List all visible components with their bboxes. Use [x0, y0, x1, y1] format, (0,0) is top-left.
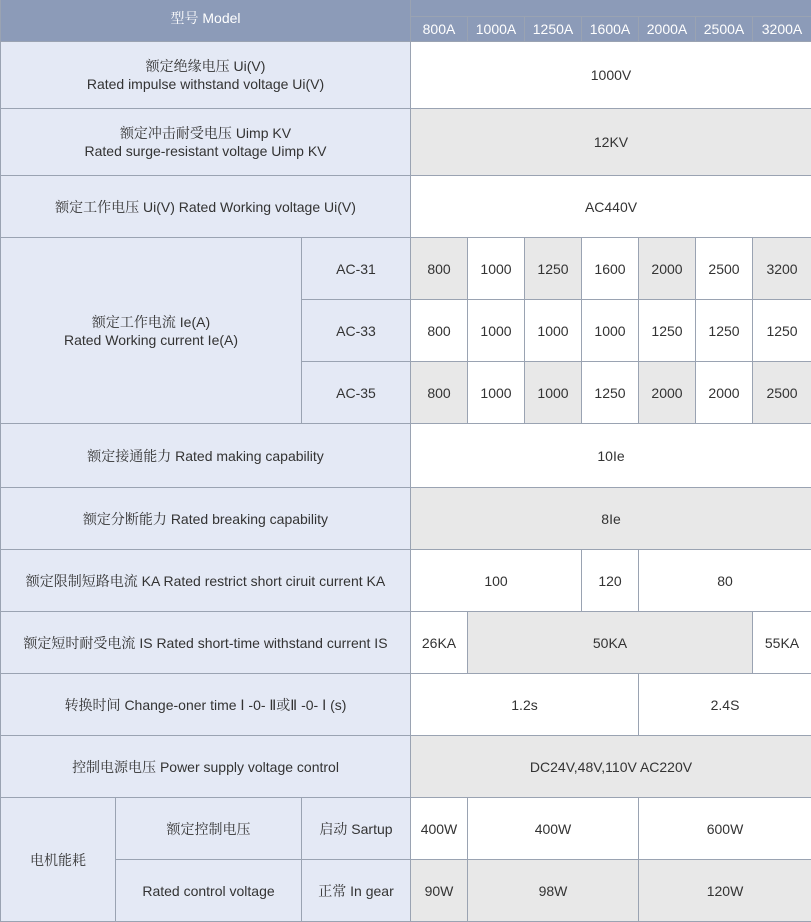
- startup-value: 400W: [411, 798, 468, 860]
- change-time-value: 1.2s: [411, 674, 639, 736]
- surge-voltage-label-en: Rated surge-resistant voltage Uimp KV: [5, 142, 406, 160]
- short-time-current-label: 额定短时耐受电流 IS Rated short-time withstand current IS: [1, 612, 411, 674]
- startup-value: 600W: [639, 798, 811, 860]
- impulse-voltage-label: [1, 42, 411, 109]
- motor-consumption-label: 电机能耗: [1, 798, 116, 922]
- row-working-current-ac31: [1, 238, 811, 300]
- category-label: AC-35: [302, 362, 411, 424]
- model-800a: 800A: [411, 17, 468, 42]
- impulse-voltage-value: 1000V: [411, 42, 811, 109]
- current-value: 1000: [468, 238, 525, 300]
- current-value: 800: [411, 362, 468, 424]
- current-value: 1250: [525, 238, 582, 300]
- in-gear-label: 正常 In gear: [302, 860, 411, 922]
- in-gear-value: 120W: [639, 860, 811, 922]
- surge-voltage-label: [1, 109, 411, 176]
- short-time-current-value: 55KA: [753, 612, 811, 674]
- impulse-voltage-label-cn: 额定绝缘电压 Ui(V): [5, 57, 406, 75]
- row-impulse-voltage: [1, 42, 811, 109]
- current-value: 3200: [753, 238, 811, 300]
- current-value: 2000: [696, 362, 753, 424]
- category-label: AC-31: [302, 238, 411, 300]
- row-power-supply: [1, 736, 811, 798]
- breaking-capability-label: 额定分断能力 Rated breaking capability: [1, 488, 411, 550]
- current-value: 2000: [639, 362, 696, 424]
- current-value: 2000: [639, 238, 696, 300]
- restrict-current-value: 80: [639, 550, 811, 612]
- in-gear-value: 90W: [411, 860, 468, 922]
- startup-label: 启动 Sartup: [302, 798, 411, 860]
- model-2500a: 2500A: [696, 17, 753, 42]
- current-value: 1000: [582, 300, 639, 362]
- working-current-label-cn: 额定工作电流 Ie(A): [5, 313, 297, 331]
- model-3200a: 3200A: [753, 17, 811, 42]
- change-time-value: 2.4S: [639, 674, 811, 736]
- current-value: 1250: [753, 300, 811, 362]
- power-supply-label: 控制电源电压 Power supply voltage control: [1, 736, 411, 798]
- restrict-current-label: 额定限制短路电流 KA Rated restrict short ciruit current KA: [1, 550, 411, 612]
- row-working-voltage: [1, 176, 811, 238]
- short-time-current-value: 26KA: [411, 612, 468, 674]
- working-current-label: [1, 238, 302, 424]
- power-supply-value: DC24V,48V,110V AC220V: [411, 736, 811, 798]
- short-time-current-value: 50KA: [468, 612, 753, 674]
- impulse-voltage-label-en: Rated impulse withstand voltage Ui(V): [5, 75, 406, 93]
- row-surge-voltage: [1, 109, 811, 176]
- current-value: 1000: [468, 362, 525, 424]
- current-value: 1000: [468, 300, 525, 362]
- surge-voltage-value: 12KV: [411, 109, 811, 176]
- row-short-time-current: [1, 612, 811, 674]
- restrict-current-value: 100: [411, 550, 582, 612]
- model-1250a: 1250A: [525, 17, 582, 42]
- model-1000a: 1000A: [468, 17, 525, 42]
- change-time-label: 转换时间 Change-oner time Ⅰ -0- Ⅱ或Ⅱ -0- Ⅰ (s): [1, 674, 411, 736]
- making-capability-value: 10Ie: [411, 424, 811, 488]
- current-value: 2500: [753, 362, 811, 424]
- restrict-current-value: 120: [582, 550, 639, 612]
- in-gear-value: 98W: [468, 860, 639, 922]
- making-capability-label: 额定接通能力 Rated making capability: [1, 424, 411, 488]
- current-value: 1250: [639, 300, 696, 362]
- working-current-label-en: Rated Working current Ie(A): [5, 331, 297, 349]
- model-2000a: 2000A: [639, 17, 696, 42]
- current-value: 1000: [525, 300, 582, 362]
- control-voltage-label-en: Rated control voltage: [116, 860, 302, 922]
- model-header: 型号 Model: [1, 0, 411, 42]
- working-voltage-label: 额定工作电压 Ui(V) Rated Working voltage Ui(V): [1, 176, 411, 238]
- category-label: AC-33: [302, 300, 411, 362]
- row-motor-startup: [1, 798, 811, 860]
- current-value: 1250: [696, 300, 753, 362]
- model-header-blank: [411, 0, 811, 17]
- current-value: 800: [411, 300, 468, 362]
- model-1600a: 1600A: [582, 17, 639, 42]
- current-value: 1600: [582, 238, 639, 300]
- current-value: 800: [411, 238, 468, 300]
- surge-voltage-label-cn: 额定冲击耐受电压 Uimp KV: [5, 124, 406, 142]
- working-voltage-value: AC440V: [411, 176, 811, 238]
- row-restrict-current: [1, 550, 811, 612]
- current-value: 2500: [696, 238, 753, 300]
- row-making-capability: [1, 424, 811, 488]
- row-change-time: [1, 674, 811, 736]
- current-value: 1000: [525, 362, 582, 424]
- control-voltage-label-cn: 额定控制电压: [116, 798, 302, 860]
- breaking-capability-value: 8Ie: [411, 488, 811, 550]
- row-motor-in-gear: [1, 860, 811, 922]
- row-breaking-capability: [1, 488, 811, 550]
- current-value: 1250: [582, 362, 639, 424]
- startup-value: 400W: [468, 798, 639, 860]
